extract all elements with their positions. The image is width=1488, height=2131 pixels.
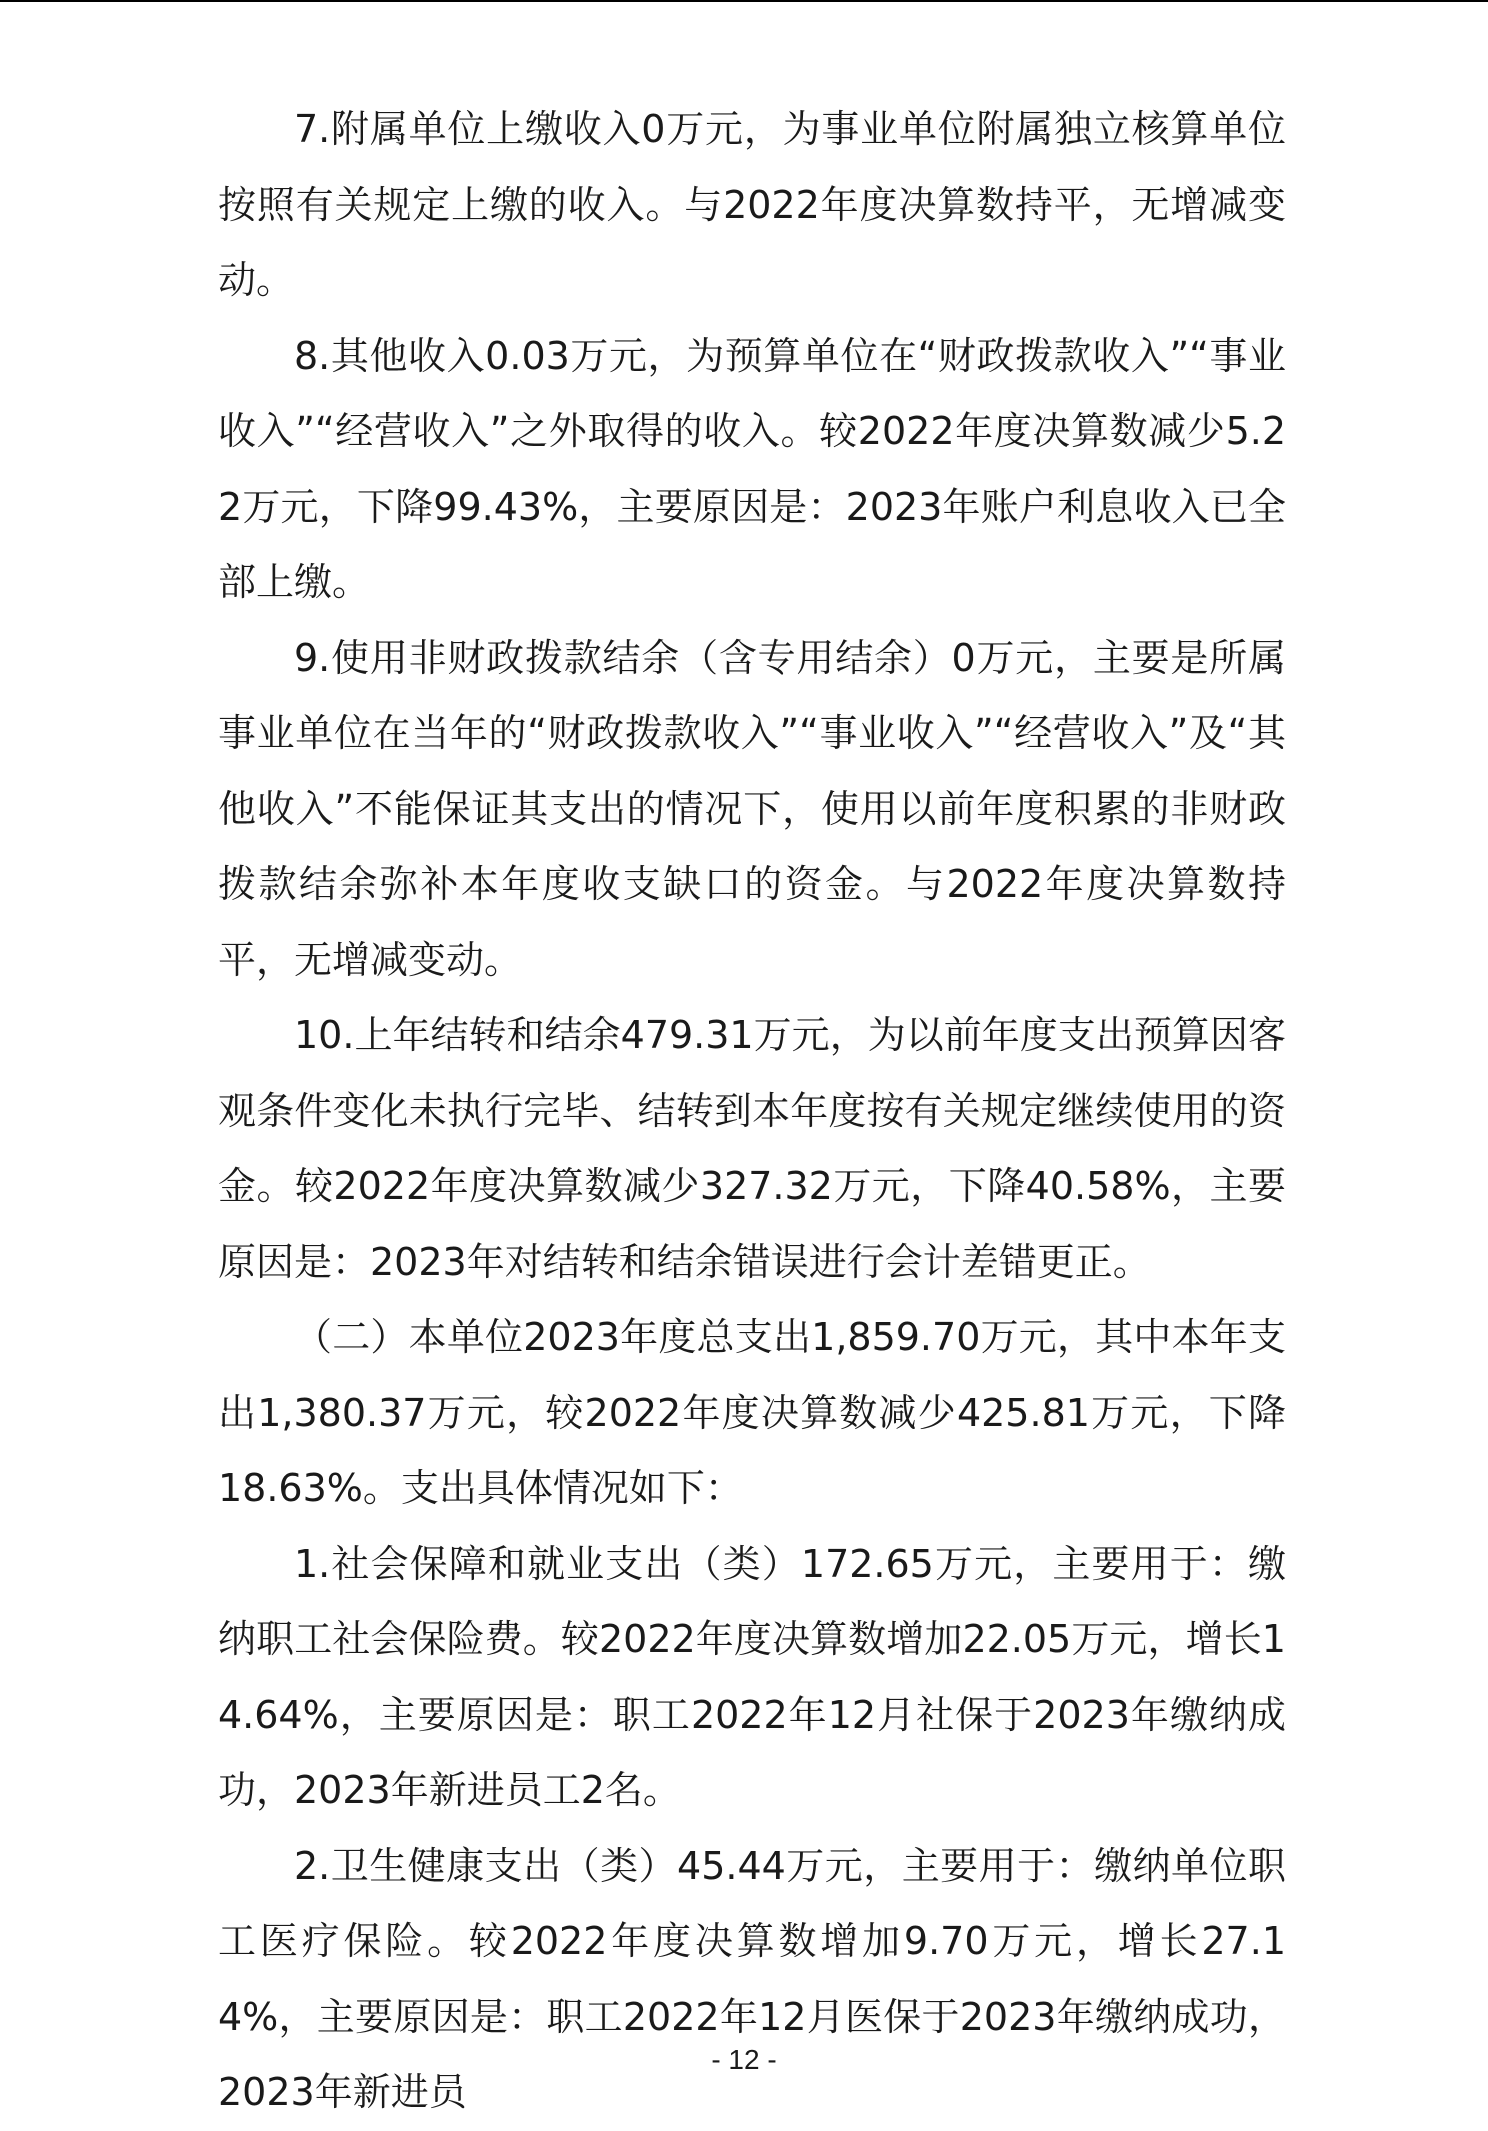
paragraph-social-security-expenditure: 1.社会保障和就业支出（类）172.65万元，主要用于：缴纳职工社会保险费。较2022年度决算数增加22.05万元，增长14.64%，主要原因是：职工2022年12月社保于2023年缴纳成功，2023年新进员工2名。 — [218, 1541, 1286, 1812]
paragraph-other-income: 8.其他收入0.03万元，为预算单位在“财政拨款收入”“事业收入”“经营收入”之外取得的收入。较2022年度决算数减少5.22万元，下降99.43%，主要原因是：2023年账户利息收入已全部上缴。 — [218, 333, 1286, 604]
paragraph-health-expenditure: 2.卫生健康支出（类）45.44万元，主要用于：缴纳单位职工医疗保险。较2022年度决算数增加9.70万元，增长27.14%，主要原因是：职工2022年12月医保于2023年缴纳成功，2023年新进员 — [218, 1843, 1286, 2114]
document-body — [218, 92, 1286, 2131]
paragraph-total-expenditure: （二）本单位2023年度总支出1,859.70万元，其中本年支出1,380.37万元，较2022年度决算数减少425.81万元，下降18.63%。支出具体情况如下： — [218, 1315, 1286, 1510]
paragraph-carryover-balance: 10.上年结转和结余479.31万元，为以前年度支出预算因客观条件变化未执行完毕、结转到本年度按有关规定继续使用的资金。较2022年度决算数减少327.32万元，下降40.58%，主要原因是：2023年对结转和结余错误进行会计差错更正。 — [218, 1013, 1286, 1284]
paragraph-attached-units-income: 7.附属单位上缴收入0万元，为事业单位附属独立核算单位按照有关规定上缴的收入。与2022年度决算数持平，无增减变动。 — [218, 107, 1286, 302]
page-top-border — [0, 0, 1488, 2]
page-number: - 12 - — [711, 2044, 777, 2075]
paragraph-non-fiscal-balance: 9.使用非财政拨款结余（含专用结余）0万元，主要是所属事业单位在当年的“财政拨款收入”“事业收入”“经营收入”及“其他收入”不能保证其支出的情况下，使用以前年度积累的非财政拨款结余弥补本年度收支缺口的资金。与2022年度决算数持平，无增减变动。 — [218, 635, 1286, 982]
